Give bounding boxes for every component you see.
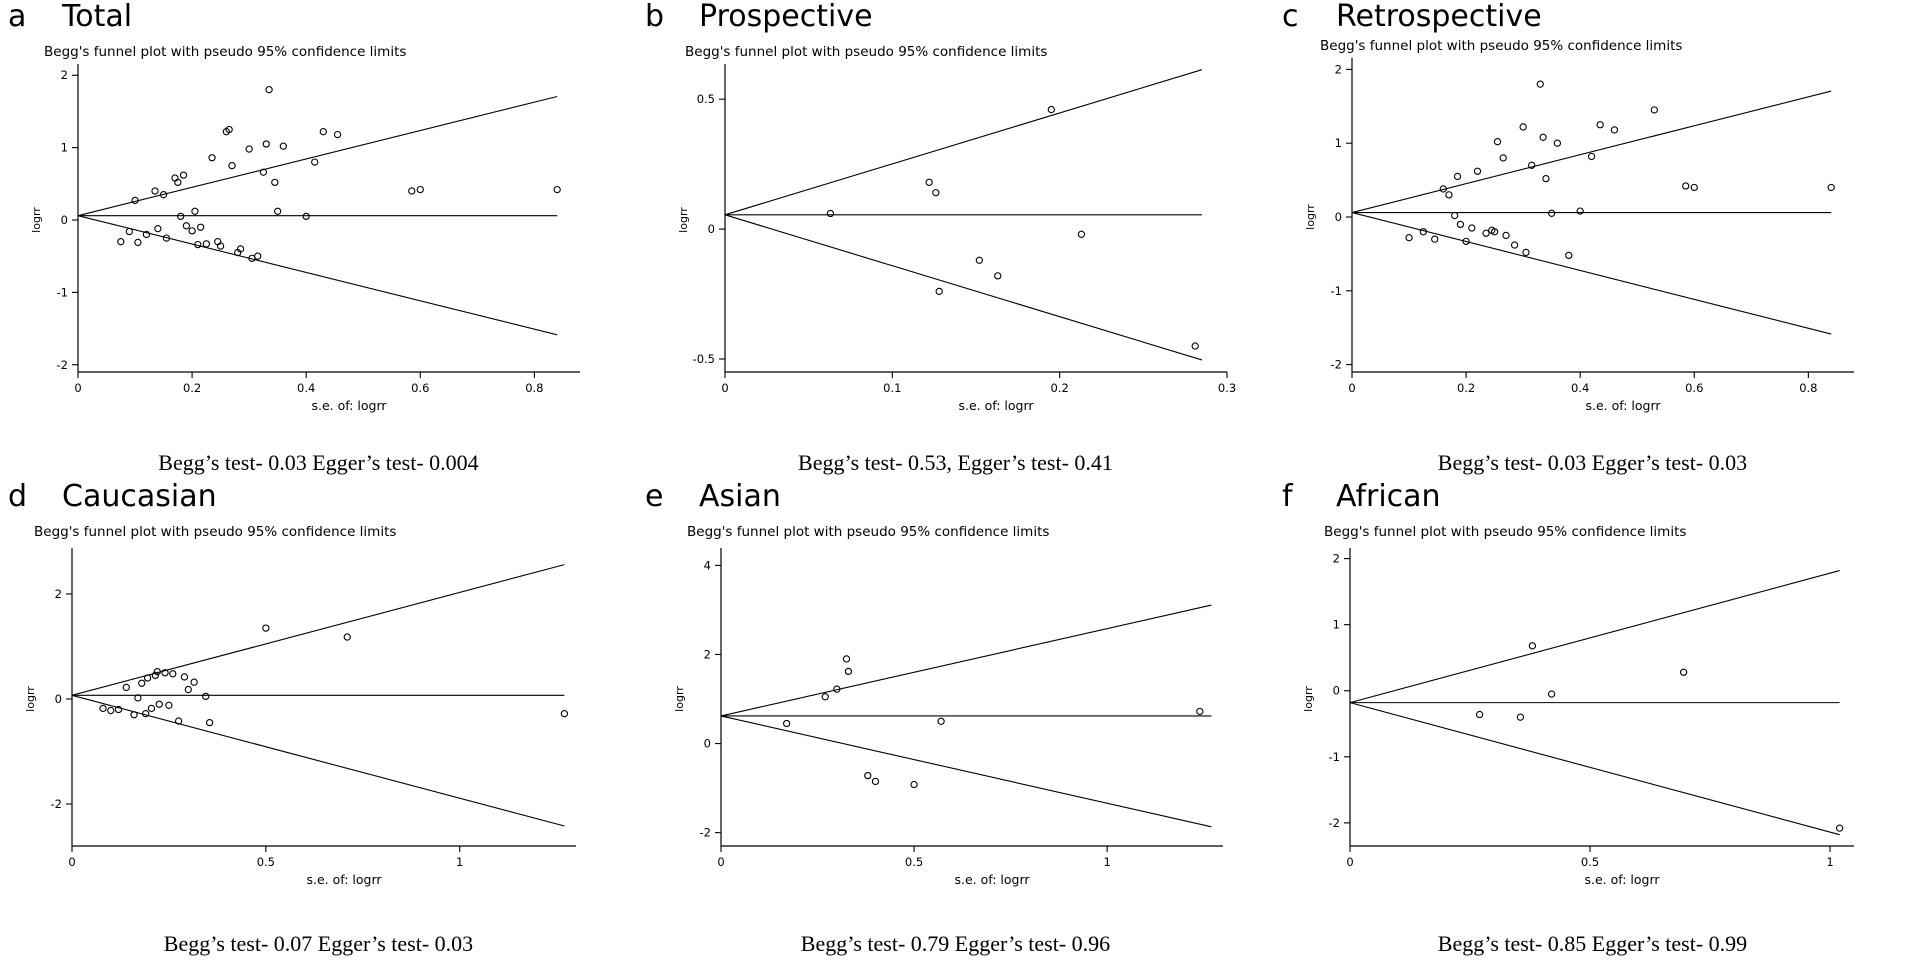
svg-text:0.2: 0.2: [1050, 381, 1069, 395]
svg-text:0.3: 0.3: [1217, 381, 1237, 395]
panel-b-plot: [637, 0, 1274, 440]
svg-text:0: 0: [54, 692, 62, 706]
svg-text:0.1: 0.1: [883, 381, 902, 395]
svg-text:logrr: logrr: [1302, 686, 1315, 712]
svg-text:2: 2: [54, 587, 62, 601]
svg-text:0.2: 0.2: [1456, 381, 1476, 395]
svg-text:0.8: 0.8: [1799, 381, 1818, 395]
svg-text:logrr: logrr: [677, 207, 690, 233]
svg-text:0.4: 0.4: [297, 381, 316, 395]
svg-text:s.e. of: logrr: s.e. of: logrr: [1584, 872, 1660, 887]
panel-a-title: Total: [62, 0, 133, 34]
svg-text:s.e. of: logrr: s.e. of: logrr: [311, 398, 387, 413]
panel-c-plot: [1274, 0, 1911, 440]
svg-text:0: 0: [721, 381, 729, 395]
svg-text:-1: -1: [1330, 283, 1342, 298]
panel-b-subtitle: Begg's funnel plot with pseudo 95% confidence limits: [685, 44, 1048, 60]
panel-f-letter: f: [1282, 479, 1293, 514]
svg-text:0: 0: [1348, 381, 1356, 395]
svg-text:4: 4: [703, 558, 711, 573]
svg-text:s.e. of: logrr: s.e. of: logrr: [306, 872, 382, 887]
svg-text:-1: -1: [56, 285, 68, 300]
svg-text:0.4: 0.4: [1571, 381, 1590, 395]
panel-c-title: Retrospective: [1336, 0, 1542, 34]
svg-text:-0.5: -0.5: [692, 352, 715, 367]
panel-c: [1274, 0, 1911, 480]
svg-text:s.e. of: logrr: s.e. of: logrr: [1585, 398, 1661, 413]
panel-a-letter: a: [8, 0, 27, 34]
svg-text:0.6: 0.6: [1685, 381, 1704, 395]
svg-text:-2: -2: [50, 797, 62, 811]
svg-text:0.2: 0.2: [182, 381, 202, 395]
svg-text:logrr: logrr: [30, 207, 43, 233]
svg-text:0.5: 0.5: [1580, 855, 1600, 869]
svg-text:0: 0: [1332, 683, 1340, 698]
svg-text:logrr: logrr: [24, 686, 37, 712]
svg-text:1: 1: [1334, 136, 1342, 151]
panel-e: [637, 480, 1274, 961]
panel-a-subtitle: Begg's funnel plot with pseudo 95% confidence limits: [44, 44, 407, 60]
svg-text:logrr: logrr: [1304, 204, 1317, 230]
svg-text:0: 0: [1334, 210, 1342, 224]
svg-text:1: 1: [1103, 855, 1111, 869]
svg-text:logrr: logrr: [673, 686, 686, 712]
panel-d-title: Caucasian: [62, 479, 217, 514]
svg-text:0.8: 0.8: [525, 381, 544, 395]
svg-text:1: 1: [60, 140, 68, 155]
panel-c-footer: Begg’s test- 0.03 Egger’s test- 0.03: [1437, 450, 1748, 475]
svg-text:1: 1: [1826, 855, 1834, 869]
svg-text:-2: -2: [1330, 357, 1342, 372]
panel-d-plot: [0, 480, 637, 920]
panel-d-footer: Begg’s test- 0.07 Egger’s test- 0.03: [163, 931, 474, 956]
svg-text:0: 0: [60, 213, 68, 227]
panel-b-letter: b: [645, 0, 665, 34]
svg-text:-2: -2: [56, 357, 68, 372]
panel-d-letter: d: [8, 479, 28, 514]
panel-a: [0, 0, 637, 480]
svg-text:0: 0: [1346, 855, 1354, 869]
svg-text:0: 0: [717, 855, 725, 869]
svg-text:-1: -1: [1328, 749, 1340, 764]
svg-text:s.e. of: logrr: s.e. of: logrr: [958, 398, 1034, 413]
panel-f-plot: [1274, 480, 1911, 920]
svg-text:2: 2: [1334, 62, 1342, 77]
panel-a-plot: [0, 0, 637, 440]
svg-text:0.5: 0.5: [696, 92, 715, 107]
svg-text:1: 1: [456, 855, 464, 869]
panel-c-letter: c: [1282, 0, 1299, 34]
panel-f-subtitle: Begg's funnel plot with pseudo 95% confidence limits: [1324, 524, 1687, 540]
panel-e-title: Asian: [699, 479, 781, 514]
panel-d: [0, 480, 637, 961]
panel-d-subtitle: Begg's funnel plot with pseudo 95% confidence limits: [34, 524, 397, 540]
panel-e-letter: e: [645, 479, 664, 514]
panel-e-footer: Begg’s test- 0.79 Egger’s test- 0.96: [800, 931, 1111, 956]
svg-text:0: 0: [703, 736, 711, 751]
panel-f-footer: Begg’s test- 0.85 Egger’s test- 0.99: [1437, 931, 1748, 956]
svg-text:0: 0: [68, 855, 76, 869]
svg-text:2: 2: [703, 647, 711, 662]
svg-text:s.e. of: logrr: s.e. of: logrr: [954, 872, 1030, 887]
panel-f: [1274, 480, 1911, 961]
panel-c-subtitle: Begg's funnel plot with pseudo 95% confidence limits: [1320, 38, 1683, 54]
svg-text:0.6: 0.6: [411, 381, 430, 395]
panel-e-plot: [637, 480, 1274, 920]
svg-text:2: 2: [1332, 551, 1340, 566]
svg-text:1: 1: [1332, 617, 1340, 632]
svg-text:0: 0: [707, 222, 715, 237]
panel-f-title: African: [1336, 479, 1441, 514]
panel-b: [637, 0, 1274, 480]
svg-text:-2: -2: [699, 825, 711, 840]
panel-a-footer: Begg’s test- 0.03 Egger’s test- 0.004: [158, 450, 479, 475]
svg-text:0.5: 0.5: [904, 855, 924, 869]
panel-e-subtitle: Begg's funnel plot with pseudo 95% confidence limits: [687, 524, 1050, 540]
panel-b-footer: Begg’s test- 0.53, Egger’s test- 0.41: [798, 450, 1113, 475]
panel-b-title: Prospective: [699, 0, 873, 34]
svg-text:0.5: 0.5: [256, 855, 275, 869]
svg-text:-2: -2: [1328, 815, 1340, 830]
svg-text:2: 2: [60, 68, 68, 83]
svg-text:0: 0: [74, 381, 82, 395]
